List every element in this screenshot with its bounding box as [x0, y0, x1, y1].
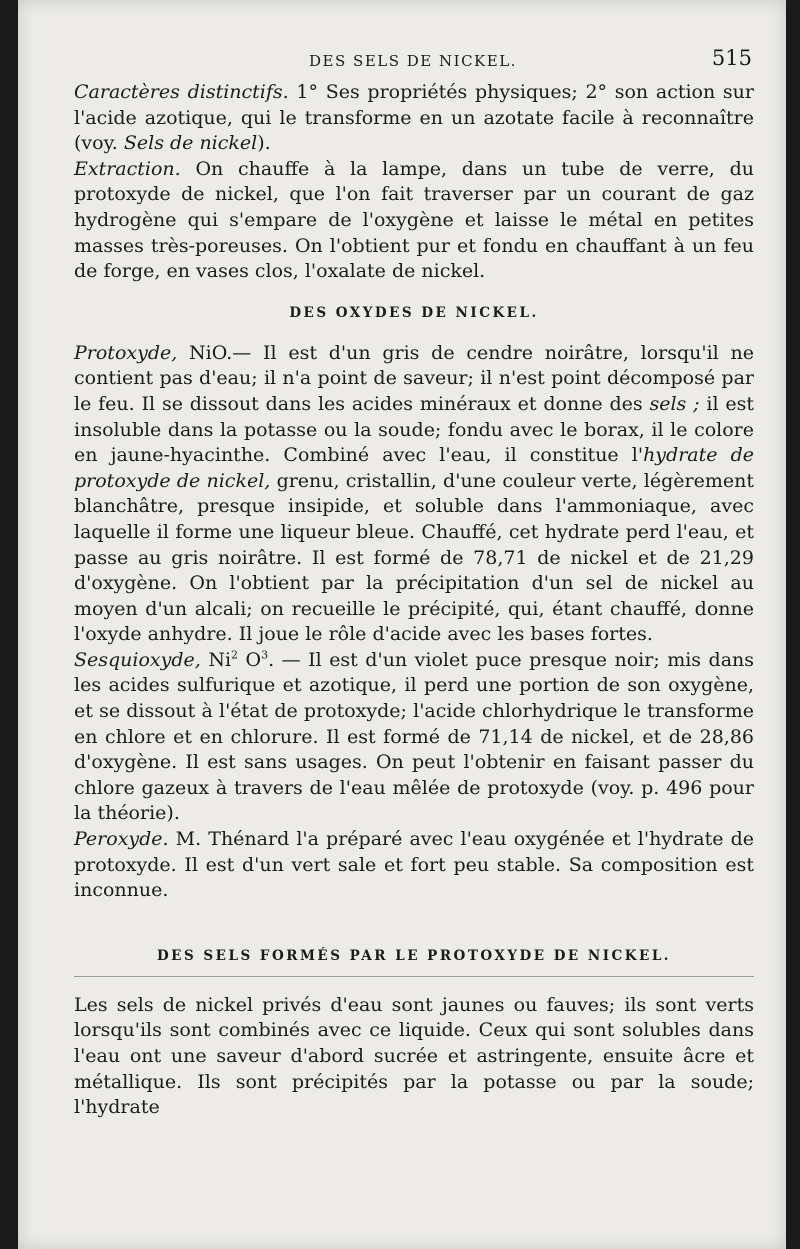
text-peroxyde: M. Thénard l'a préparé avec l'eau oxygénée et l'hydrate de protoxyde. Il est d'un vert sale et fort peu stable. Sa composition est inconnue.: [74, 828, 754, 902]
formula-ni: Ni: [200, 648, 232, 671]
label-caracteres: Caractères distinctifs.: [74, 81, 289, 103]
formula-sup-3: 3: [261, 648, 269, 662]
ital-sels: sels ;: [649, 392, 700, 415]
paragraph-sels: [74, 993, 754, 1121]
text-caracteres-1: 1° Ses propriétés physiques; 2° son action sur l'acide azotique, qui le transforme en un azotate facile à reconnaître (voy.: [74, 81, 755, 155]
paragraph-extraction: [74, 157, 754, 285]
running-title: DES SELS DE NICKEL.: [309, 52, 517, 70]
label-peroxyde: Peroxyde.: [74, 828, 169, 851]
text-protoxyde-1: — Il est d'un gris de cendre noirâtre, lorsqu'il ne contient pas d'eau; il n'a point de saveur; il n'est point décomposé par le feu. Il se dissout dans les acides minéraux et donne des: [74, 341, 754, 415]
text-protoxyde-2: il est insoluble dans la potasse ou la soude; fondu avec le borax, il le colore en jaune-hyacinthe. Combiné avec l'eau, il constitue l': [74, 392, 754, 467]
label-sesquioxyde: Sesquioxyde,: [74, 648, 201, 671]
text-sels: Les sels de nickel privés d'eau sont jaunes ou fauves; ils sont verts lorsqu'ils sont combinés avec ce liquide. Ceux qui sont solubles dans l'eau ont une saveur d'abord sucrée et astringente, ensuite âcre et métallique. Ils sont précipités par la potasse ou par la soude; l'hydrate: [74, 993, 754, 1119]
heading-oxydes: DES OXYDES DE NICKEL.: [289, 304, 539, 321]
label-extraction: Extraction.: [74, 157, 181, 180]
heading-sels: DES SELS FORMÉS PAR LE PROTOXYDE DE NICKEL.: [156, 947, 672, 964]
formula-sup-2: 2: [231, 648, 239, 662]
text-extraction: On chauffe à la lampe, dans un tube de verre, du protoxyde de nickel, que l'on fait traverser par un courant de gaz hydrogène qui s'empare de l'oxygène et laisse le métal en petites masses très-poreuses. On l'obtient pur et fondu en chauffant à un feu de forge, en vases clos, l'oxalate de nickel.: [74, 157, 754, 283]
section-rule: [74, 976, 754, 977]
paragraph-sesquioxyde: [74, 648, 754, 827]
page-header: [74, 46, 752, 76]
page-body: [74, 80, 754, 1121]
text-caracteres-2: ).: [257, 132, 271, 155]
paragraph-peroxyde: [74, 827, 754, 904]
formula-o: O: [238, 648, 262, 671]
text-protoxyde-3: grenu, cristallin, d'une couleur verte, légèrement blanchâtre, presque insipide, et soluble dans l'ammoniaque, avec laquelle il forme une liqueur bleue. Chauffé, cet hydrate perd l'eau, et passe au gris noirâtre. Il est formé de 78,71 de nickel et de 21,29 d'oxygène. On l'obtient par la précipitation d'un sel de nickel au moyen d'un alcali; on recueille le précipité, qui, étant chauffé, donne l'oxyde anhydre. Il joue le rôle d'acide avec les bases fortes.: [74, 469, 754, 646]
ref-sels-de-nickel: Sels de nickel: [123, 132, 258, 155]
book-page: [18, 0, 786, 1249]
label-protoxyde: Protoxyde,: [74, 341, 178, 364]
formula-protoxyde: NiO.: [177, 341, 233, 364]
paragraph-caracteres: [74, 80, 754, 157]
text-sesquioxyde: . — Il est d'un violet puce presque noir; mis dans les acides sulfurique et azotique, il perd une portion de son oxygène, et se dissout à l'état de protoxyde; l'acide chlorhydrique le transforme en chlore et en chlorure. Il est formé de 71,14 de nickel, et de 28,86 d'oxygène. Il est sans usages. On peut l'obtenir en faisant passer du chlore gazeux à travers de l'eau mêlée de protoxyde (voy. p. 496 pour la théorie).: [74, 648, 755, 825]
page-number: 515: [711, 46, 752, 70]
ital-hydrate: hydrate de protoxyde de nickel,: [74, 444, 754, 492]
paragraph-protoxyde: [74, 341, 754, 648]
